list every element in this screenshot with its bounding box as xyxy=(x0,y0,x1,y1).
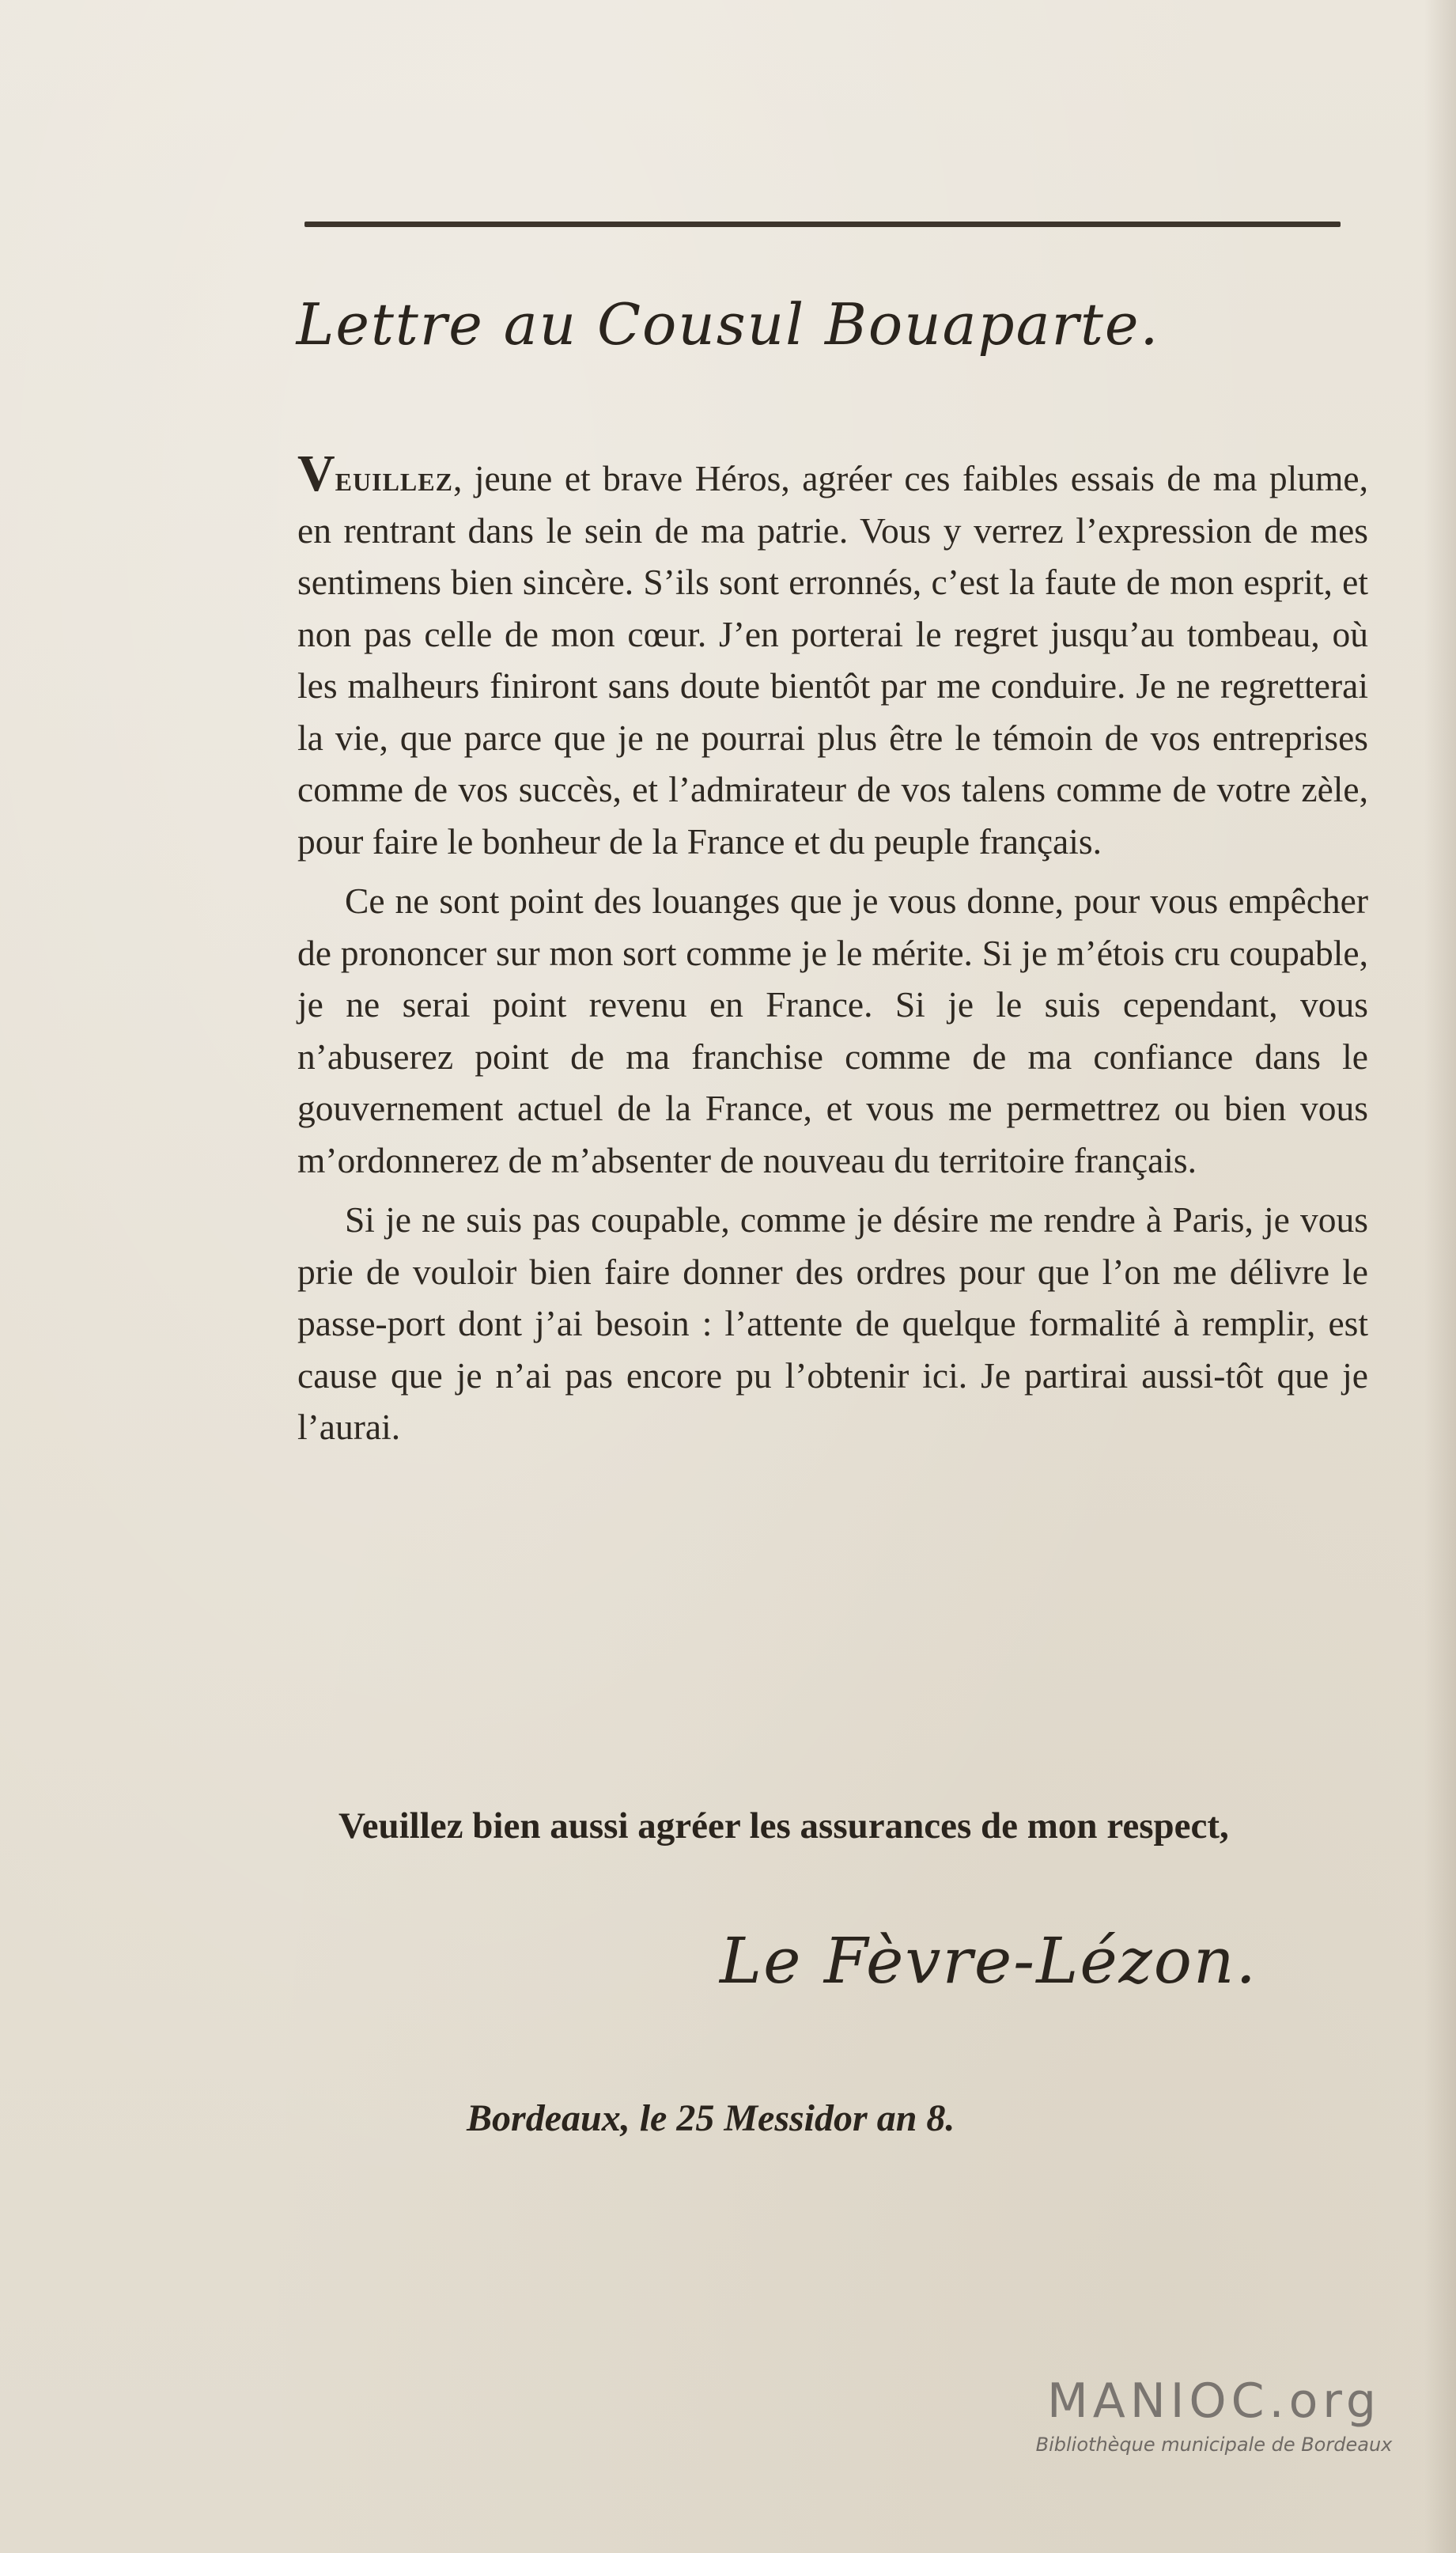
drop-cap: V xyxy=(297,445,335,502)
header-rule xyxy=(304,222,1341,227)
letter-heading: Lettre au Cousul Bouaparte. xyxy=(296,291,1160,358)
closing-line: Veuillez bien aussi agréer les assurances de mon respect, xyxy=(338,1805,1229,1847)
watermark-logo: MANIOC.org xyxy=(1047,2373,1381,2429)
paragraph-1-text: , jeune et brave Héros, agréer ces faibles essais de ma plume, en rentrant dans le sein de ma patrie. Vous y verrez l’expression de mes sentimens bien sincère. S’ils sont erronnés, c’est la faute de mon esprit, et non pas celle de mon cœur. J’en porterai le regret jusqu’au tombeau, où les malheurs finiront sans doute bientôt par me conduire. Je ne regretterai la vie, que parce que je ne pourrai plus être le témoin de vos entreprises comme de vos succès, et l’admirateur de vos talens comme de votre zèle, pour faire le bonheur de la France et du peuple français. xyxy=(297,458,1368,862)
watermark xyxy=(1000,2373,1428,2456)
signature: Le Fèvre-Lézon. xyxy=(720,1924,1257,1998)
paragraph-2: Ce ne sont point des louanges que je vous donne, pour vous empêcher de prononcer sur mon sort comme je le mérite. Si je m’étois cru coupable, je ne serai point revenu en France. Si je le suis cependant, vous n’abuserez point de ma franchise comme de ma confiance dans le gouvernement actuel de la France, et vous me permettrez ou bien vous m’ordonnerez de m’absenter de nouveau du territoire français. xyxy=(297,881,1368,1180)
paragraph-1 xyxy=(297,445,1368,867)
dateline: Bordeaux, le 25 Messidor an 8. xyxy=(467,2097,955,2139)
watermark-subtitle: Bibliothèque municipale de Bordeaux xyxy=(1035,2434,1393,2456)
page-edge-shadow xyxy=(1424,0,1456,2553)
opening-word: euillez xyxy=(335,458,453,498)
paragraph-3: Si je ne suis pas coupable, comme je désire me rendre à Paris, je vous prie de vouloir bien faire donner des ordres pour que l’on me délivre le passe-port dont j’ai besoin : l’attente de quelque formalité à remplir, est cause que je n’ai pas encore pu l’obtenir ici. Je partirai aussi-tôt que je l’aurai. xyxy=(297,1199,1368,1447)
letter-body xyxy=(297,445,1368,1461)
